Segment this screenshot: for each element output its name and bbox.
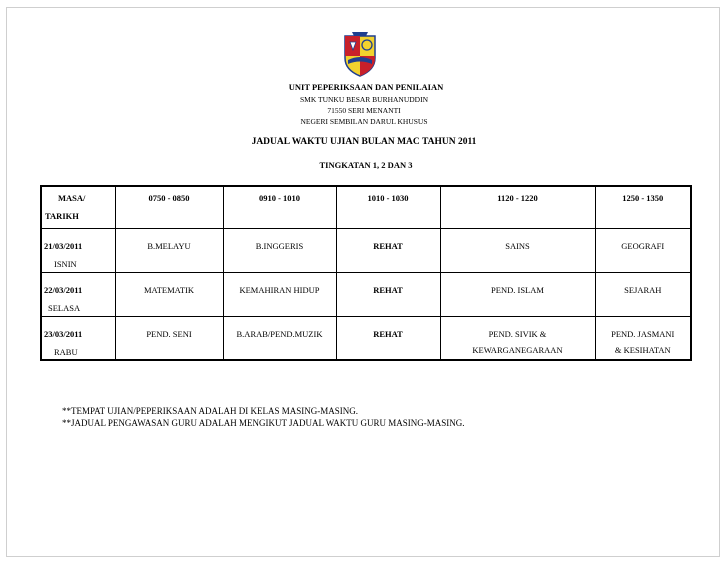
subject-cell (440, 272, 595, 316)
table-row (41, 228, 691, 272)
break-label: REHAT (373, 328, 403, 339)
subject-name: B.MELAYU (147, 240, 191, 251)
slot-label: 1120 - 1220 (497, 193, 538, 203)
break-cell (336, 228, 440, 272)
table-row (41, 272, 691, 316)
header-cell-slot (223, 186, 336, 228)
subject-name: PEND. SIVIK & (488, 328, 547, 339)
document-title: JADUAL WAKTU UJIAN BULAN MAC TAHUN 2011 (251, 137, 477, 147)
date-cell (41, 316, 115, 360)
school-state: NEGERI SEMBILAN DARUL KHUSUS (300, 117, 428, 126)
form-levels: TINGKATAN 1, 2 DAN 3 (319, 160, 413, 170)
exam-date: 21/03/2011 (44, 240, 83, 251)
subject-name: SEJARAH (624, 284, 662, 295)
school-name: SMK TUNKU BESAR BURHANUDDIN (300, 95, 428, 104)
subject-cell (595, 316, 691, 360)
subject-name: PEND. ISLAM (491, 284, 544, 295)
exam-date: 23/03/2011 (44, 328, 83, 339)
table-header-row (41, 186, 691, 228)
subject-name-line2: KEWARGANEGARAAN (472, 344, 563, 355)
break-label: REHAT (373, 284, 403, 295)
slot-label: 0910 - 1010 (258, 193, 301, 203)
header-cell-slot (440, 186, 595, 228)
break-label: REHAT (373, 240, 403, 251)
subject-name: B.INGGERIS (255, 240, 304, 251)
exam-timetable (40, 185, 692, 361)
subject-cell (223, 316, 336, 360)
exam-date: 22/03/2011 (44, 284, 83, 295)
note-line: **TEMPAT UJIAN/PEPERIKSAAN ADALAH DI KELAS MASING-MASING. (62, 406, 359, 416)
date-cell (41, 228, 115, 272)
break-cell (336, 272, 440, 316)
subject-cell (223, 228, 336, 272)
break-cell (336, 316, 440, 360)
subject-name: KEMAHIRAN HIDUP (239, 284, 320, 295)
subject-name-line2: & KESIHATAN (614, 344, 671, 355)
exam-day: SELASA (48, 302, 81, 313)
subject-name: SAINS (505, 240, 530, 251)
slot-label: 1010 - 1030 (367, 193, 409, 203)
subject-name: GEOGRAFI (621, 240, 665, 251)
school-crest-icon (342, 30, 378, 78)
subject-cell (595, 272, 691, 316)
subject-cell (115, 272, 223, 316)
slot-label: 0750 - 0850 (148, 193, 190, 203)
exam-day: RABU (54, 346, 78, 357)
note-line: **JADUAL PENGAWASAN GURU ADALAH MENGIKUT JADUAL WAKTU GURU MASING-MASING. (62, 418, 465, 428)
org-name: UNIT PEPERIKSAAN DAN PENILAIAN (288, 82, 444, 92)
date-cell (41, 272, 115, 316)
header-label-time: MASA/ (58, 193, 86, 203)
subject-cell (115, 316, 223, 360)
slot-label: 1250 - 1350 (622, 193, 664, 203)
school-address: 71550 SERI MENANTI (327, 106, 401, 115)
exam-day: ISNIN (54, 258, 77, 269)
subject-name: B.ARAB/PEND.MUZIK (236, 328, 323, 339)
notes (62, 405, 465, 429)
subject-name: PEND. SENI (146, 328, 192, 339)
header-cell-slot (336, 186, 440, 228)
header-cell-time-date (41, 186, 115, 228)
table-row (41, 316, 691, 360)
header-label-date: TARIKH (45, 211, 79, 221)
subject-cell (440, 228, 595, 272)
subject-cell (115, 228, 223, 272)
subject-cell (223, 272, 336, 316)
subject-cell (440, 316, 595, 360)
header-cell-slot (115, 186, 223, 228)
header-cell-slot (595, 186, 691, 228)
subject-name: MATEMATIK (143, 284, 195, 295)
subject-cell (595, 228, 691, 272)
subject-name: PEND. JASMANI (611, 328, 675, 339)
